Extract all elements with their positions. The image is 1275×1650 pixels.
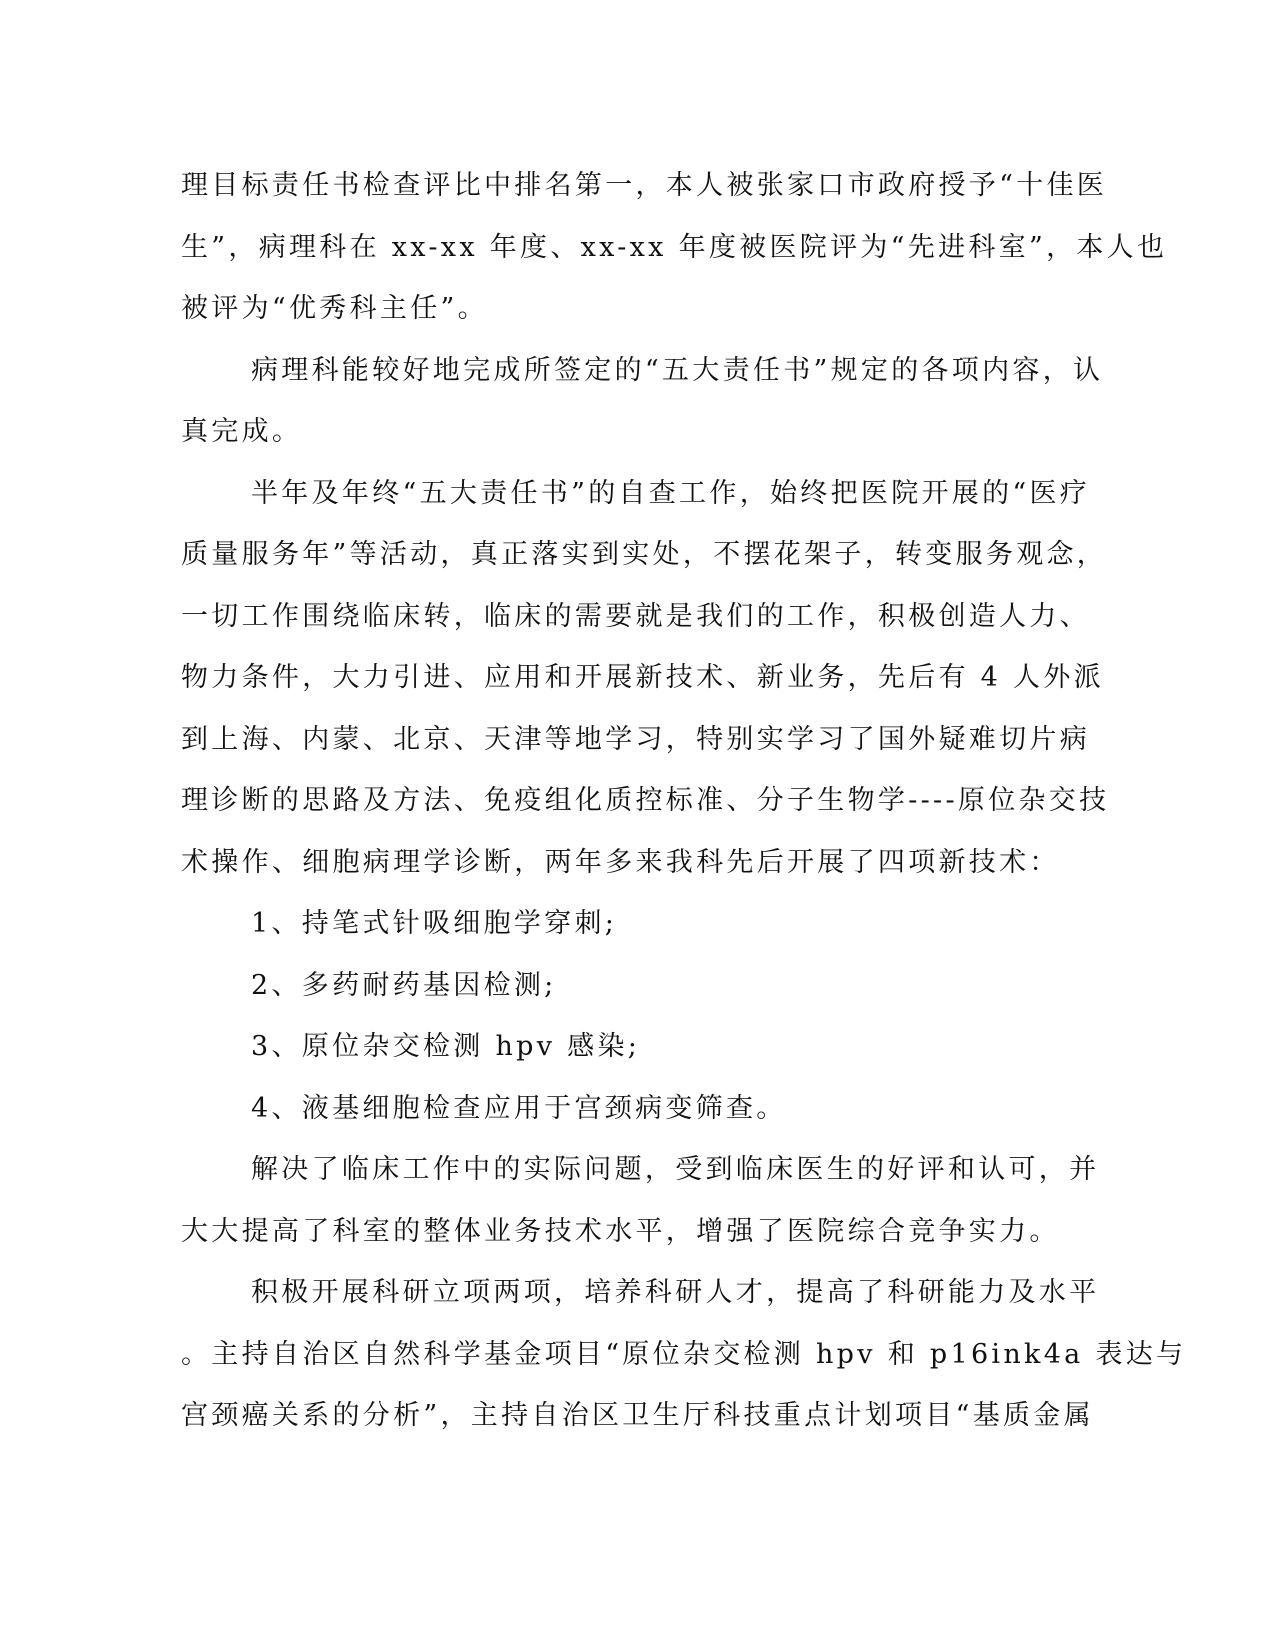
text-line: 理目标责任书检查评比中排名第一，本人被张家口市政府授予“十佳医: [181, 170, 1108, 201]
text-line: 半年及年终“五大责任书”的自查工作，始终把医院开展的“医疗: [251, 477, 1091, 509]
text-line: 1、持笔式针吸细胞学穿刺;: [251, 908, 618, 939]
text-line: 物力条件，大力引进、应用和开展新技术、新业务，先后有 4 人外派: [181, 662, 1104, 693]
text-line: 真完成。: [181, 416, 303, 447]
text-line: 2、多药耐药基因检测;: [251, 969, 557, 1001]
text-line: 到上海、内蒙、北京、天津等地学习，特别实学习了国外疑难切片病: [181, 723, 1090, 755]
text-line: 被评为“优秀科主任”。: [181, 293, 488, 324]
document-body: [181, 155, 1187, 1447]
text-line: 生”，病理科在 xx-xx 年度、xx-xx 年度被医院评为“先进科室”，本人也: [181, 231, 1168, 263]
text-line: 。主持自治区自然科学基金项目“原位杂交检测 hpv 和 p16ink4a 表达与: [181, 1338, 1187, 1370]
text-line: 大大提高了科室的整体业务技术水平，增强了医院综合竞争实力。: [181, 1215, 1060, 1247]
text-line: 解决了临床工作中的实际问题，受到临床医生的好评和认可，并: [251, 1154, 1100, 1185]
text-line: 3、原位杂交检测 hpv 感染;: [251, 1031, 641, 1062]
text-line: 质量服务年”等活动，真正落实到实处，不摆花架子，转变服务观念，: [181, 539, 1108, 570]
text-line: 病理科能较好地完成所签定的“五大责任书”规定的各项内容，认: [251, 354, 1104, 386]
text-line: 宫颈癌关系的分析”，主持自治区卫生厅科技重点计划项目“基质金属: [181, 1400, 1094, 1431]
text-line: 理诊断的思路及方法、免疫组化质控标准、分子生物学----原位杂交技: [181, 785, 1110, 816]
text-line: 积极开展科研立项两项，培养科研人才，提高了科研能力及水平: [251, 1277, 1100, 1308]
text-line: 一切工作围绕临床转，临床的需要就是我们的工作，积极创造人力、: [181, 600, 1090, 632]
text-line: 术操作、细胞病理学诊断，两年多来我科先后开展了四项新技术：: [181, 846, 1060, 878]
text-line: 4、液基细胞检查应用于宫颈病变筛查。: [251, 1092, 787, 1124]
